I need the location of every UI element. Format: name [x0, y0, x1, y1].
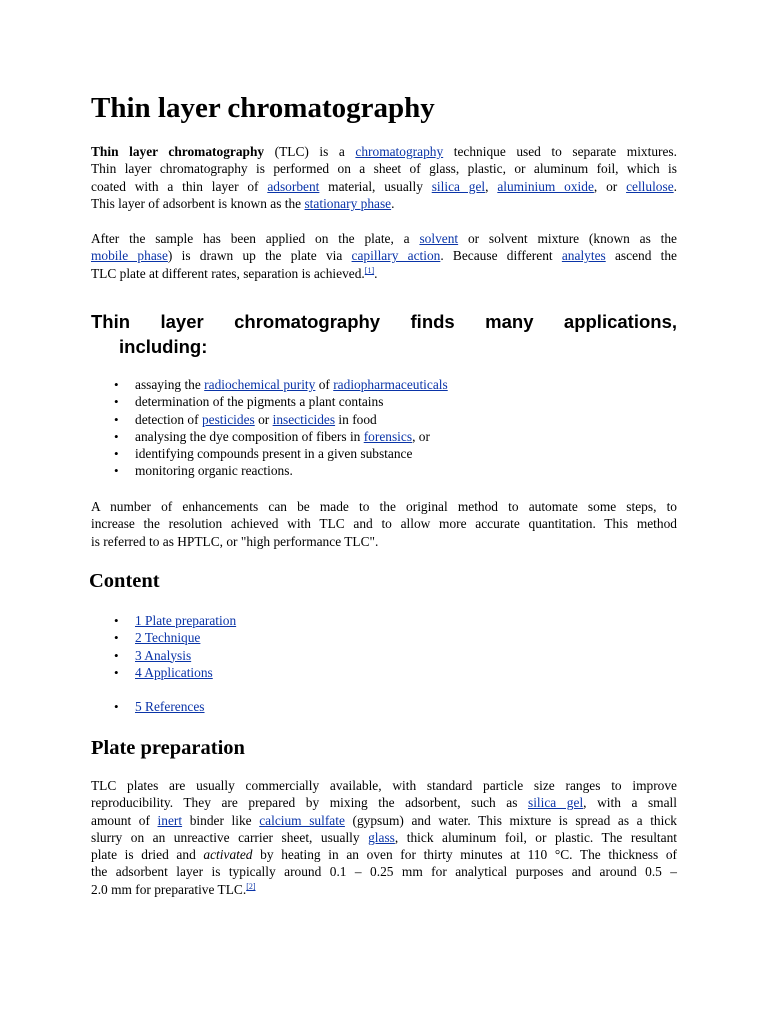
- heading-line: Thin layer chromatography finds many applications,: [91, 311, 677, 332]
- link-forensics[interactable]: forensics: [363, 428, 413, 444]
- toc-item: [0, 647, 236, 664]
- intro-paragraph: [91, 143, 677, 212]
- link-calcium-sulfate[interactable]: calcium sulfate: [259, 812, 345, 828]
- text: of: [315, 377, 334, 392]
- toc-link-applications[interactable]: 4 Applications: [135, 664, 213, 680]
- table-of-contents: [0, 612, 236, 681]
- text: technique used to separate mixtures.: [443, 144, 677, 159]
- text: .: [374, 265, 378, 281]
- text-line: [91, 846, 677, 863]
- bullet-icon: •: [114, 699, 119, 714]
- toc-item: [0, 629, 236, 646]
- text: , thick aluminum foil, or plastic. The resultant: [394, 829, 677, 845]
- text: detection of: [135, 411, 202, 427]
- bullet-icon: •: [114, 463, 119, 479]
- toc-item: [0, 664, 236, 681]
- link-stationary-phase[interactable]: stationary phase: [304, 195, 392, 211]
- text: coated with a thin layer of: [91, 178, 268, 194]
- text: ) is drawn up the plate via: [167, 248, 352, 264]
- plate-preparation-heading: Plate preparation: [91, 737, 245, 759]
- text: TLC plate at different rates, separation is achieved.: [91, 265, 365, 281]
- text: in food: [335, 411, 377, 427]
- bullet-icon: •: [114, 377, 119, 392]
- list-item: [0, 462, 448, 479]
- bullet-icon: •: [114, 428, 119, 444]
- text-line: Thin layer chromatography is performed on a sheet of glass, plastic, or aluminum foil, which is: [91, 161, 677, 177]
- text-line: [91, 178, 677, 195]
- text: determination of the pigments a plant contains: [135, 394, 384, 410]
- list-item: [0, 428, 448, 445]
- hptlc-paragraph: [91, 498, 677, 550]
- bullet-icon: •: [114, 613, 119, 628]
- text: identifying compounds present in a given substance: [135, 446, 413, 462]
- text: (gypsum) and water. This mixture is spread as a thick: [344, 812, 677, 828]
- bullet-icon: •: [114, 647, 119, 663]
- sample-paragraph: [91, 230, 677, 282]
- text: , or: [593, 178, 627, 194]
- text: analysing the dye composition of fibers in: [135, 428, 364, 444]
- plate-paragraph: [91, 777, 677, 898]
- text: .: [391, 195, 395, 211]
- text-line: [91, 195, 677, 212]
- applications-heading: [91, 309, 677, 359]
- text-line: is referred to as HPTLC, or "high performance TLC".: [91, 533, 379, 549]
- toc-link-plate-preparation[interactable]: 1 Plate preparation: [135, 613, 237, 628]
- text: 2.0 mm for preparative TLC.: [91, 881, 247, 897]
- applications-list: [0, 376, 448, 480]
- text-line: [91, 143, 677, 160]
- citation-link-1[interactable]: [1]: [364, 265, 375, 275]
- text: , or: [412, 428, 430, 444]
- text: material, usually: [319, 178, 432, 194]
- link-silica-gel-2[interactable]: silica gel: [527, 795, 584, 811]
- text-line: [91, 265, 677, 282]
- text: amount of: [91, 812, 158, 828]
- toc-link-technique[interactable]: 2 Technique: [135, 630, 201, 646]
- heading-line: including:: [119, 336, 208, 357]
- link-aluminium-oxide[interactable]: aluminium oxide: [497, 178, 594, 194]
- text: monitoring organic reactions.: [135, 463, 293, 479]
- table-of-contents-extra: [0, 698, 205, 715]
- link-cellulose[interactable]: cellulose: [626, 178, 674, 194]
- text: or solvent mixture (known as the: [458, 231, 678, 246]
- list-item: [0, 376, 448, 393]
- term-italic: activated: [203, 847, 253, 863]
- text: binder like: [182, 812, 260, 828]
- link-inert[interactable]: inert: [157, 812, 183, 828]
- text: plate is dried and: [91, 847, 204, 863]
- link-analytes[interactable]: analytes: [561, 248, 606, 264]
- text-line: increase the resolution achieved with TLC and to allow more accurate quantitation. This method: [91, 516, 677, 532]
- toc-item: [0, 612, 236, 629]
- text: After the sample has been applied on the plate, a: [91, 231, 420, 246]
- bullet-icon: •: [114, 394, 119, 410]
- text: reproducibility. They are prepared by mixing the adsorbent, such as: [91, 795, 528, 811]
- list-item: [0, 445, 448, 462]
- bullet-icon: •: [114, 446, 119, 462]
- text-line: A number of enhancements can be made to the original method to automate some steps, to: [91, 499, 677, 514]
- text-line: [91, 230, 677, 247]
- toc-link-analysis[interactable]: 3 Analysis: [135, 647, 192, 663]
- citation-link-2[interactable]: [2]: [246, 881, 256, 891]
- text: or: [254, 411, 273, 427]
- toc-link-references[interactable]: 5 References: [135, 699, 205, 714]
- list-item: [0, 411, 448, 428]
- text: , with a small: [583, 795, 677, 811]
- text: assaying the: [135, 377, 205, 392]
- link-radiopharmaceuticals[interactable]: radiopharmaceuticals: [333, 377, 448, 392]
- text-line: [91, 247, 677, 264]
- term-bold: Thin layer chromatography: [91, 144, 265, 159]
- bullet-icon: •: [114, 664, 119, 680]
- text: (TLC) is a: [264, 144, 356, 159]
- link-solvent[interactable]: solvent: [419, 231, 459, 246]
- link-capillary-action[interactable]: capillary action: [351, 248, 441, 264]
- link-mobile-phase[interactable]: mobile phase: [91, 248, 168, 264]
- link-pesticides[interactable]: pesticides: [201, 411, 255, 427]
- text: ,: [485, 178, 498, 194]
- bullet-icon: •: [114, 630, 119, 646]
- text-line: [91, 794, 677, 811]
- link-insecticides[interactable]: insecticides: [272, 411, 336, 427]
- link-silica-gel[interactable]: silica gel: [431, 178, 486, 194]
- text-line: the adsorbent layer is typically around 0.1 – 0.25 mm for analytical purposes and around 0.5 –: [91, 864, 677, 880]
- text: This layer of adsorbent is known as the: [91, 195, 305, 211]
- toc-item: [0, 698, 205, 715]
- content-heading: Content: [89, 570, 160, 592]
- text: by heating in an oven for thirty minutes at 110 °C. The thickness of: [252, 847, 677, 863]
- page-title: Thin layer chromatography: [91, 92, 435, 124]
- link-adsorbent[interactable]: adsorbent: [267, 178, 320, 194]
- text-line: [91, 881, 677, 898]
- bullet-icon: •: [114, 411, 119, 427]
- text: ascend the: [605, 248, 677, 264]
- text-line: [91, 829, 677, 846]
- text: .: [673, 178, 678, 194]
- text-line: [91, 812, 677, 829]
- applications-heading-block: [91, 309, 677, 359]
- list-item: [0, 393, 448, 410]
- link-chromatography[interactable]: chromatography: [355, 144, 444, 159]
- text-line: TLC plates are usually commercially available, with standard particle size ranges to improve: [91, 778, 677, 793]
- link-radiochemical-purity[interactable]: radiochemical purity: [204, 377, 316, 392]
- link-glass[interactable]: glass: [368, 829, 395, 845]
- text: slurry on an unreactive carrier sheet, usually: [91, 829, 369, 845]
- text: . Because different: [440, 248, 562, 264]
